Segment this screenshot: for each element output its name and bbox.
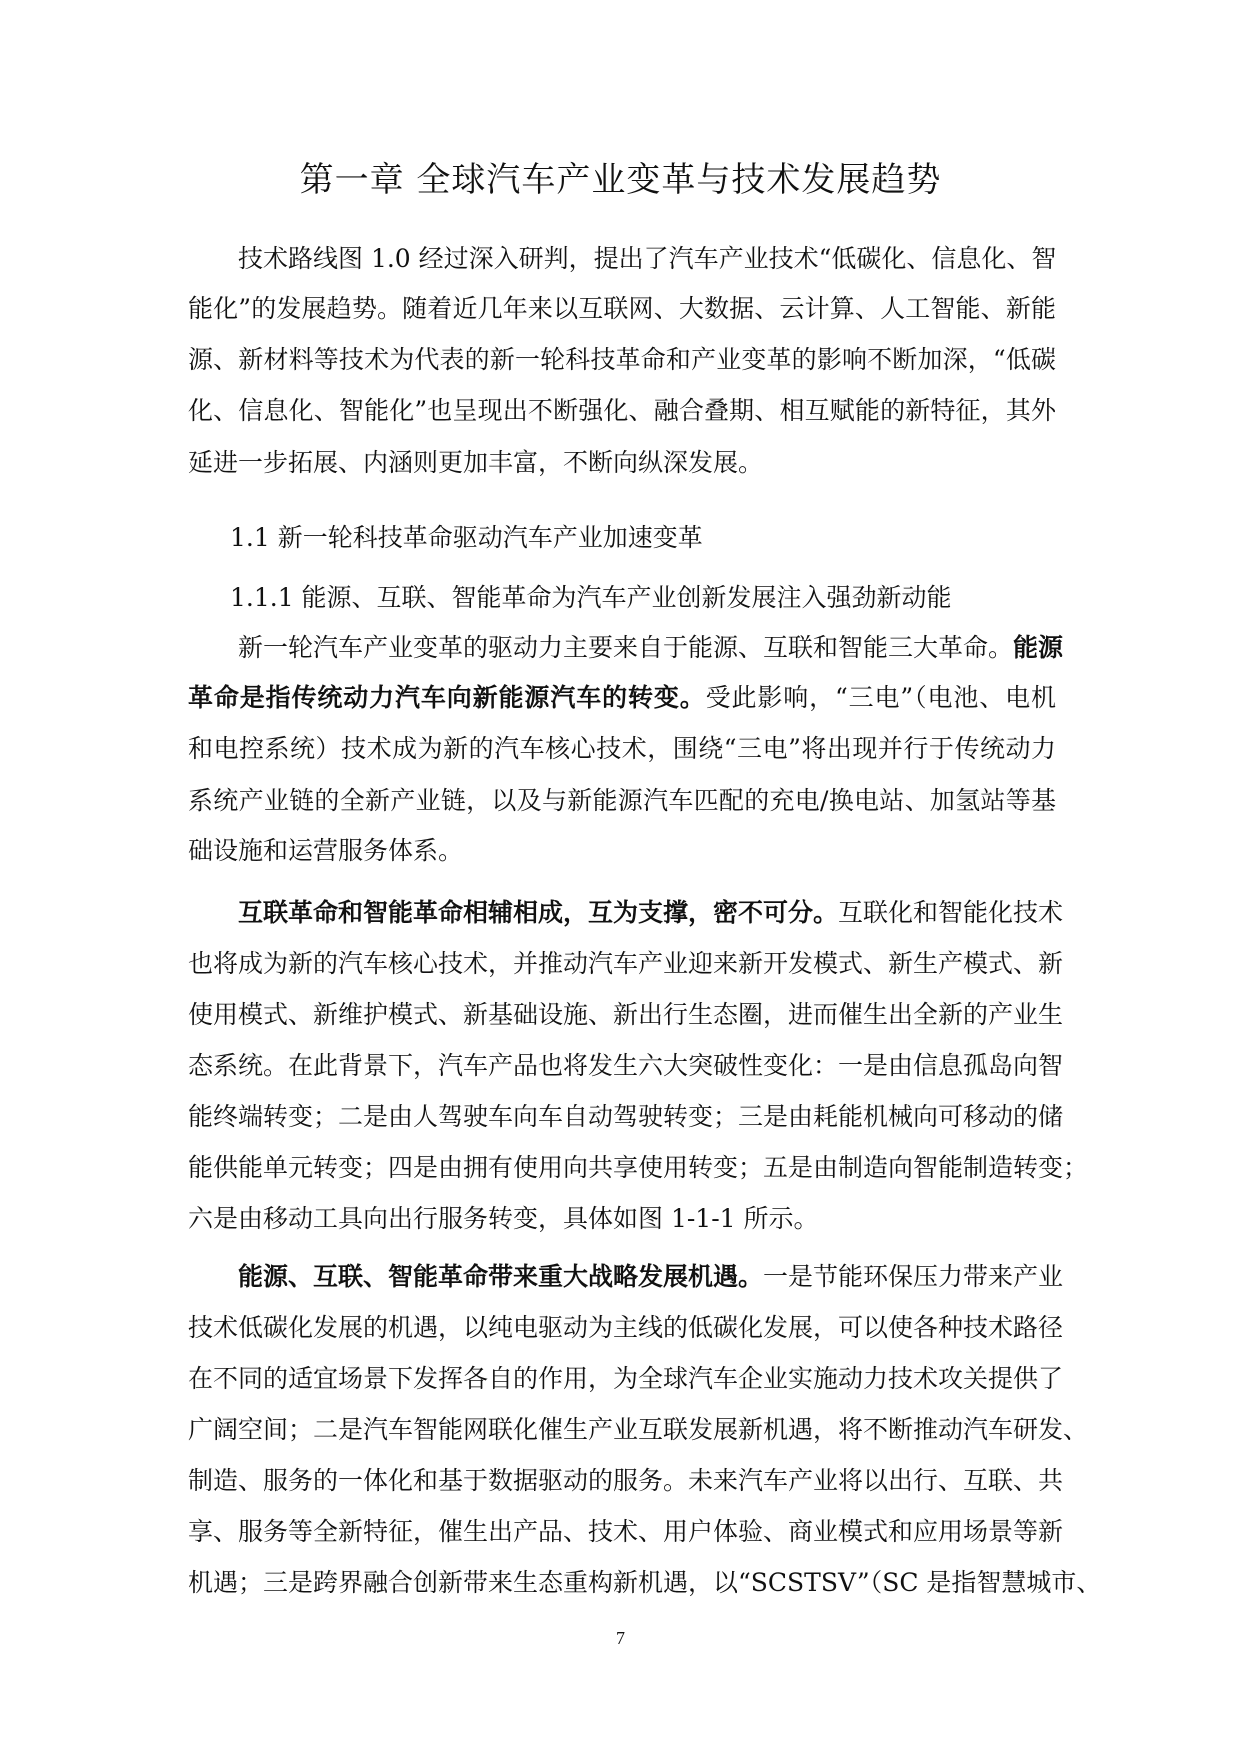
- paragraph-2-line-6: 能供能单元转变；四是由拥有使用向共享使用转变；五是由制造向智能制造转变；: [188, 1153, 1089, 1182]
- paragraph-2-line-2: 也将成为新的汽车核心技术，并推动汽车产业迎来新开发模式、新生产模式、新: [188, 949, 1064, 978]
- paragraph-3-text: 一是节能环保压力带来产业: [763, 1262, 1064, 1291]
- paragraph-1-text-cont: 受此影响，“三电”（电池、电机: [705, 683, 1056, 712]
- paragraph-3-line-4: 广阔空间；二是汽车智能网联化催生产业互联发展新机遇，将不断推动汽车研发、: [188, 1415, 1089, 1444]
- paragraph-1-line-5: 础设施和运营服务体系。: [188, 836, 464, 865]
- intro-line-2: 能化”的发展趋势。随着近几年来以互联网、大数据、云计算、人工智能、新能: [188, 294, 1056, 323]
- section-heading-1-1-1: 1.1.1 能源、互联、智能革命为汽车产业创新发展注入强劲新动能: [230, 583, 952, 612]
- section-heading-1-1: 1.1 新一轮科技革命驱动汽车产业加速变革: [230, 523, 703, 552]
- paragraph-1-bold-lead-cont: 革命是指传统动力汽车向新能源汽车的转变。: [188, 683, 706, 712]
- paragraph-3-line-2: 技术低碳化发展的机遇，以纯电驱动为主线的低碳化发展，可以使各种技术路径: [188, 1313, 1064, 1342]
- paragraph-3-line-3: 在不同的适宜场景下发挥各自的作用，为全球汽车企业实施动力技术攻关提供了: [188, 1364, 1064, 1393]
- paragraph-2-bold-lead: 互联革命和智能革命相辅相成，互为支撑，密不可分。: [238, 898, 839, 927]
- paragraph-2-line-7: 六是由移动工具向出行服务转变，具体如图 1-1-1 所示。: [188, 1204, 819, 1233]
- intro-line-3: 源、新材料等技术为代表的新一轮科技革命和产业变革的影响不断加深，“低碳: [188, 345, 1056, 374]
- intro-line-5: 延进一步拓展、内涵则更加丰富，不断向纵深发展。: [188, 448, 764, 477]
- paragraph-3-line-5: 制造、服务的一体化和基于数据驱动的服务。未来汽车产业将以出行、互联、共: [188, 1466, 1064, 1495]
- paragraph-1-line-3: 和电控系统）技术成为新的汽车核心技术，围绕“三电”将出现并行于传统动力: [188, 734, 1056, 763]
- paragraph-1-bold-lead: 能源: [1013, 633, 1064, 662]
- paragraph-2-line-5: 能终端转变；二是由人驾驶车向车自动驾驶转变；三是由耗能机械向可移动的储: [188, 1102, 1064, 1131]
- paragraph-3-line-6: 享、服务等全新特征，催生出产品、技术、用户体验、商业模式和应用场景等新: [188, 1517, 1064, 1546]
- intro-line-4: 化、信息化、智能化”也呈现出不断强化、融合叠期、相互赋能的新特征，其外: [188, 396, 1056, 425]
- paragraph-3-line-1: [238, 1260, 1064, 1294]
- paragraph-1-line-2: [188, 681, 1056, 715]
- paragraph-3-bold-lead: 能源、互联、智能革命带来重大战略发展机遇。: [238, 1262, 764, 1291]
- paragraph-2-line-4: 态系统。在此背景下，汽车产品也将发生六大突破性变化：一是由信息孤岛向智: [188, 1051, 1064, 1080]
- chapter-title: 第一章 全球汽车产业变革与技术发展趋势: [299, 160, 942, 200]
- paragraph-2-line-1: [238, 896, 1064, 930]
- paragraph-3-line-7: 机遇；三是跨界融合创新带来生态重构新机遇，以“SCSTSV”（SC 是指智慧城市、: [188, 1568, 1102, 1597]
- paragraph-1-line-4: 系统产业链的全新产业链，以及与新能源汽车匹配的充电/换电站、加氢站等基: [188, 786, 1056, 815]
- paragraph-1-line-1: [238, 631, 1064, 665]
- intro-line-1: 技术路线图 1.0 经过深入研判，提出了汽车产业技术“低碳化、信息化、智: [238, 244, 1057, 273]
- paragraph-1-text: 新一轮汽车产业变革的驱动力主要来自于能源、互联和智能三大革命。: [238, 633, 1014, 662]
- page-number: 7: [616, 1628, 625, 1648]
- paragraph-2-line-3: 使用模式、新维护模式、新基础设施、新出行生态圈，进而催生出全新的产业生: [188, 1000, 1064, 1029]
- paragraph-2-text: 互联化和智能化技术: [838, 898, 1064, 927]
